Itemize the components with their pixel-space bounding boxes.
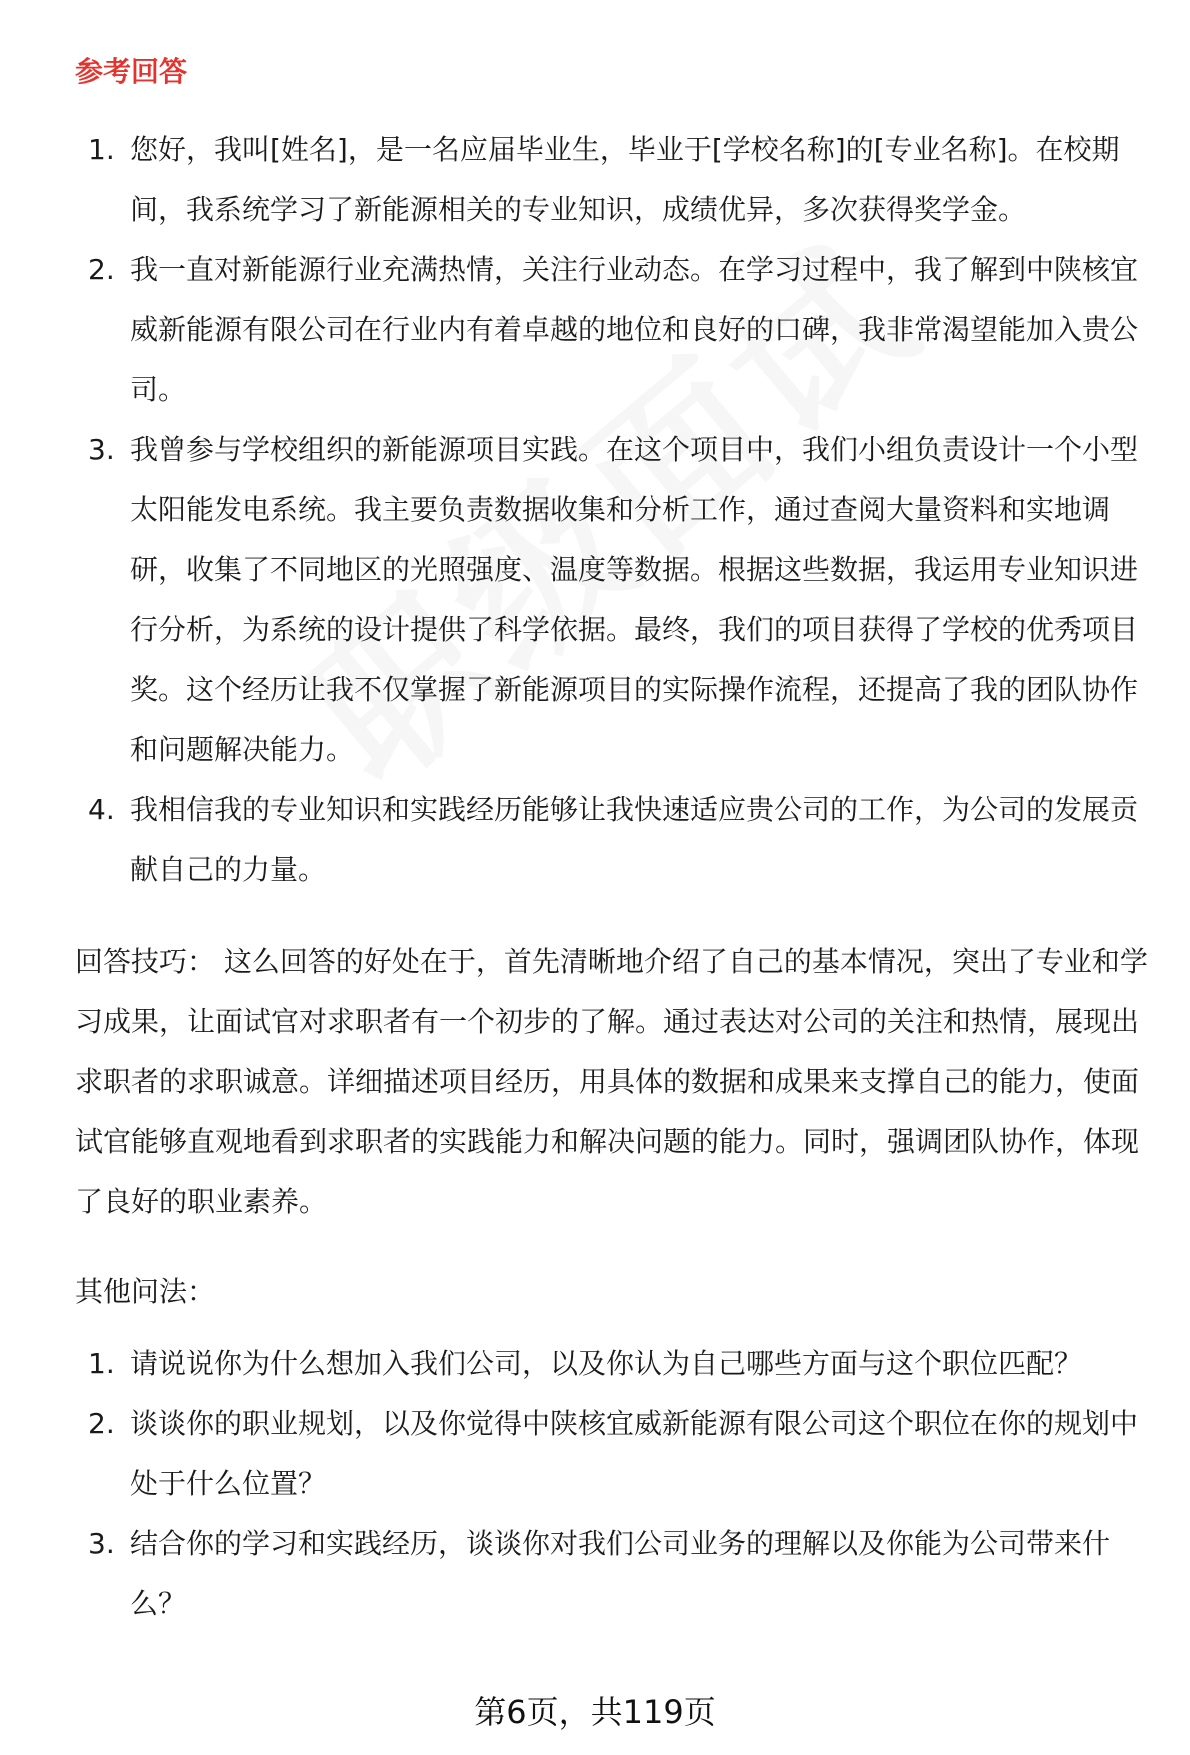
list-item-text: 请说说你为什么想加入我们公司，以及你认为自己哪些方面与这个职位匹配？ xyxy=(130,1347,1083,1380)
list-item xyxy=(75,1514,1160,1634)
answer-list xyxy=(75,120,1160,900)
list-item-text: 结合你的学习和实践经历，谈谈你对我们公司业务的理解以及你能为公司带来什么？ xyxy=(130,1527,1111,1620)
answer-tips: 回答技巧： 这么回答的好处在于，首先清晰地介绍了自己的基本情况，突出了专业和学习成果，让面试官对求职者有一个初步的了解。通过表达对公司的关注和热情，展现出求职者的求职诚意。详细描述项目经历，用具体的数据和成果来支撑自己的能力，使面试官能够直观地看到求职者的实践能力和解决问题的能力。同时，强调团队协作，体现了良好的职业素养。 xyxy=(75,945,1148,1218)
other-questions-label: 其他问法： xyxy=(75,1275,216,1308)
list-item xyxy=(75,240,1160,420)
list-item-text: 您好，我叫[姓名]，是一名应届毕业生，毕业于[学校名称]的[专业名称]。在校期间，我系统学习了新能源相关的专业知识，成绩优异，多次获得奖学金。 xyxy=(130,133,1120,226)
list-item-text: 谈谈你的职业规划，以及你觉得中陕核宜威新能源有限公司这个职位在你的规划中处于什么位置？ xyxy=(130,1407,1139,1500)
list-number: 1. xyxy=(88,133,115,166)
section-heading: 参考回答 xyxy=(75,55,188,88)
list-item-text: 我相信我的专业知识和实践经历能够让我快速适应贵公司的工作，为公司的发展贡献自己的力量。 xyxy=(130,793,1139,886)
list-item xyxy=(75,1334,1160,1394)
list-number: 2. xyxy=(88,253,115,286)
list-item xyxy=(75,1394,1160,1514)
list-item xyxy=(75,420,1160,780)
list-number: 4. xyxy=(88,793,115,826)
list-number: 1. xyxy=(88,1347,115,1380)
other-questions-list xyxy=(75,1334,1160,1634)
list-item xyxy=(75,780,1160,900)
list-number: 3. xyxy=(88,1527,115,1560)
page-footer: 第6页，共119页 xyxy=(474,1693,716,1731)
list-number: 2. xyxy=(88,1407,115,1440)
list-item xyxy=(75,120,1160,240)
list-item-text: 我曾参与学校组织的新能源项目实践。在这个项目中，我们小组负责设计一个小型太阳能发电系统。我主要负责数据收集和分析工作，通过查阅大量资料和实地调研，收集了不同地区的光照强度、温度等数据。根据这些数据，我运用专业知识进行分析，为系统的设计提供了科学依据。最终，我们的项目获得了学校的优秀项目奖。这个经历让我不仅掌握了新能源项目的实际操作流程，还提高了我的团队协作和问题解决能力。 xyxy=(130,433,1139,766)
list-item-text: 我一直对新能源行业充满热情，关注行业动态。在学习过程中，我了解到中陕核宜威新能源有限公司在行业内有着卓越的地位和良好的口碑，我非常渴望能加入贵公司。 xyxy=(130,253,1139,406)
list-number: 3. xyxy=(88,433,115,466)
